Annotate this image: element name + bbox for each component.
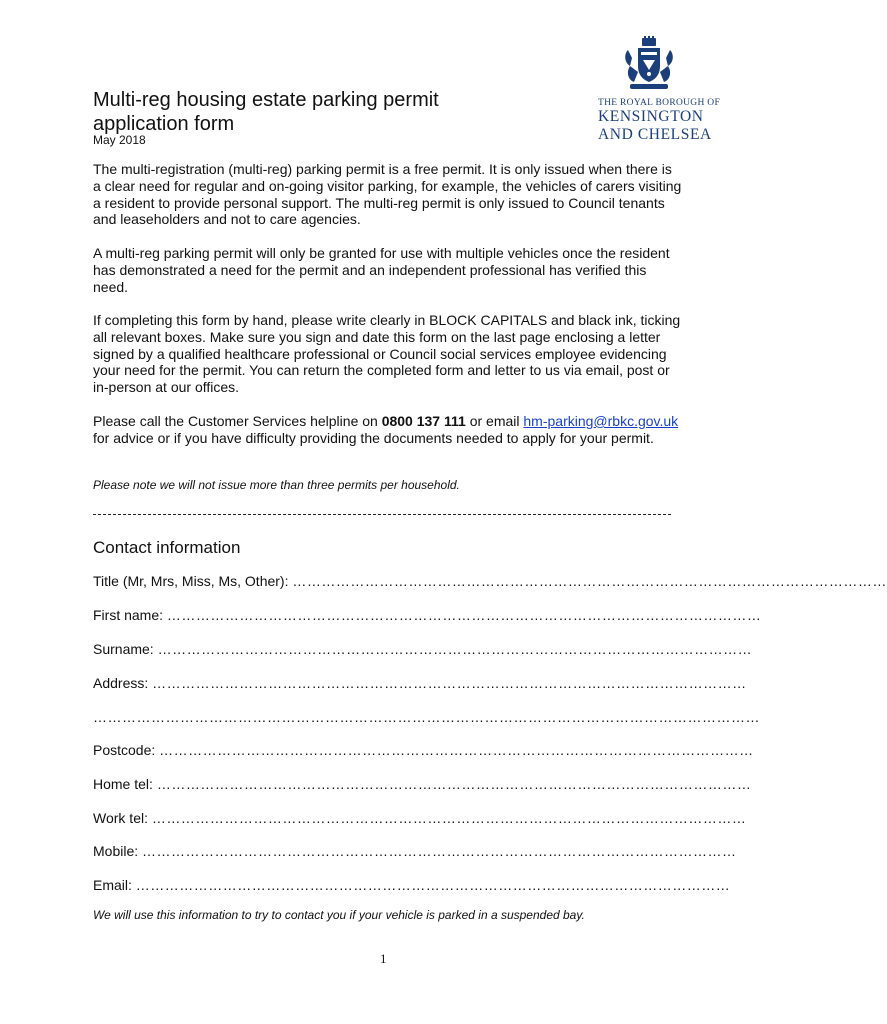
- permit-limit-note: Please note we will not issue more than three permits per household.: [93, 478, 460, 492]
- intro-paragraph-2: A multi-reg parking permit will only be granted for use with multiple vehicles once the resident has demonstrated a need for the permit and an independent professional has verified this need.: [93, 245, 670, 295]
- address-line-2-field[interactable]: …………………………………………………………………………………………………………………………: [93, 709, 760, 725]
- mobile-field[interactable]: Mobile: ……………………………………………………………………………………………………………: [93, 843, 737, 859]
- address-field[interactable]: Address: ……………………………………………………………………………………………………………: [93, 675, 747, 691]
- surname-field[interactable]: Surname: ……………………………………………………………………………………………………………: [93, 641, 753, 657]
- helpline-text-prefix: Please call the Customer Services helpline on: [93, 413, 382, 429]
- borough-logo: [598, 98, 720, 144]
- page-number: 1: [380, 951, 387, 966]
- contact-footnote: We will use this information to try to contact you if your vehicle is parked in a suspended bay.: [93, 908, 585, 922]
- logo-line-2: KENSINGTON: [598, 108, 704, 125]
- instructions-paragraph: If completing this form by hand, please write clearly in BLOCK CAPITALS and black ink, ticking all relevant boxes. Make sure you sign and date this form on the last page enclosing a letter signed by a qualified healthcare professional or Council social services employee evidencing your need for the permit. You can return the completed form and letter to us via email, post or in-person at our offices.: [93, 312, 681, 396]
- form-date: May 2018: [93, 133, 146, 147]
- surname-field-label: Surname:: [93, 641, 154, 657]
- email-link[interactable]: hm-parking@rbkc.gov.uk: [523, 413, 679, 429]
- title-field-label: Title (Mr, Mrs, Miss, Ms, Other):: [93, 573, 289, 589]
- email-field-label: Email:: [93, 877, 132, 893]
- email-field[interactable]: Email: ……………………………………………………………………………………………………………: [93, 877, 731, 893]
- work-tel-field[interactable]: Work tel: ……………………………………………………………………………………………………………: [93, 810, 747, 826]
- borough-crest-icon: [620, 36, 678, 96]
- postcode-field-label: Postcode:: [93, 742, 156, 758]
- form-title: Multi-reg housing estate parking permit application form: [93, 89, 439, 135]
- address-field-label: Address:: [93, 675, 149, 691]
- logo-line-1: THE ROYAL BOROUGH OF: [598, 98, 721, 108]
- work-tel-field-label: Work tel:: [93, 810, 148, 826]
- mobile-field-label: Mobile:: [93, 843, 139, 859]
- section-divider: [93, 514, 671, 515]
- helpline-phone: 0800 137 111: [381, 413, 466, 429]
- intro-paragraph-1: The multi-registration (multi-reg) parking permit is a free permit. It is only issued when there is a clear need for regular and on-going visitor parking, for example, the vehicles of carers visiting a resident to provide personal support. The multi-reg permit is only issued to Council tenants and leaseholders and not to care agencies.: [93, 161, 682, 228]
- home-tel-field[interactable]: Home tel: ……………………………………………………………………………………………………………: [93, 776, 752, 792]
- helpline-paragraph: [93, 413, 683, 447]
- postcode-field[interactable]: Postcode: ……………………………………………………………………………………………………………: [93, 742, 754, 758]
- first-name-field[interactable]: First name: ……………………………………………………………………………………………………………: [93, 607, 762, 623]
- helpline-text-suffix: for advice or if you have difficulty providing the documents needed to apply for your permit.: [93, 429, 654, 446]
- title-field[interactable]: Title (Mr, Mrs, Miss, Ms, Other): ……………………………………………………………………………………………………………: [93, 573, 887, 589]
- home-tel-field-label: Home tel:: [93, 776, 153, 792]
- contact-section-heading: Contact information: [93, 538, 241, 557]
- logo-line-3: AND CHELSEA: [598, 126, 712, 143]
- first-name-field-label: First name:: [93, 607, 164, 623]
- helpline-text-mid: or email: [465, 413, 524, 429]
